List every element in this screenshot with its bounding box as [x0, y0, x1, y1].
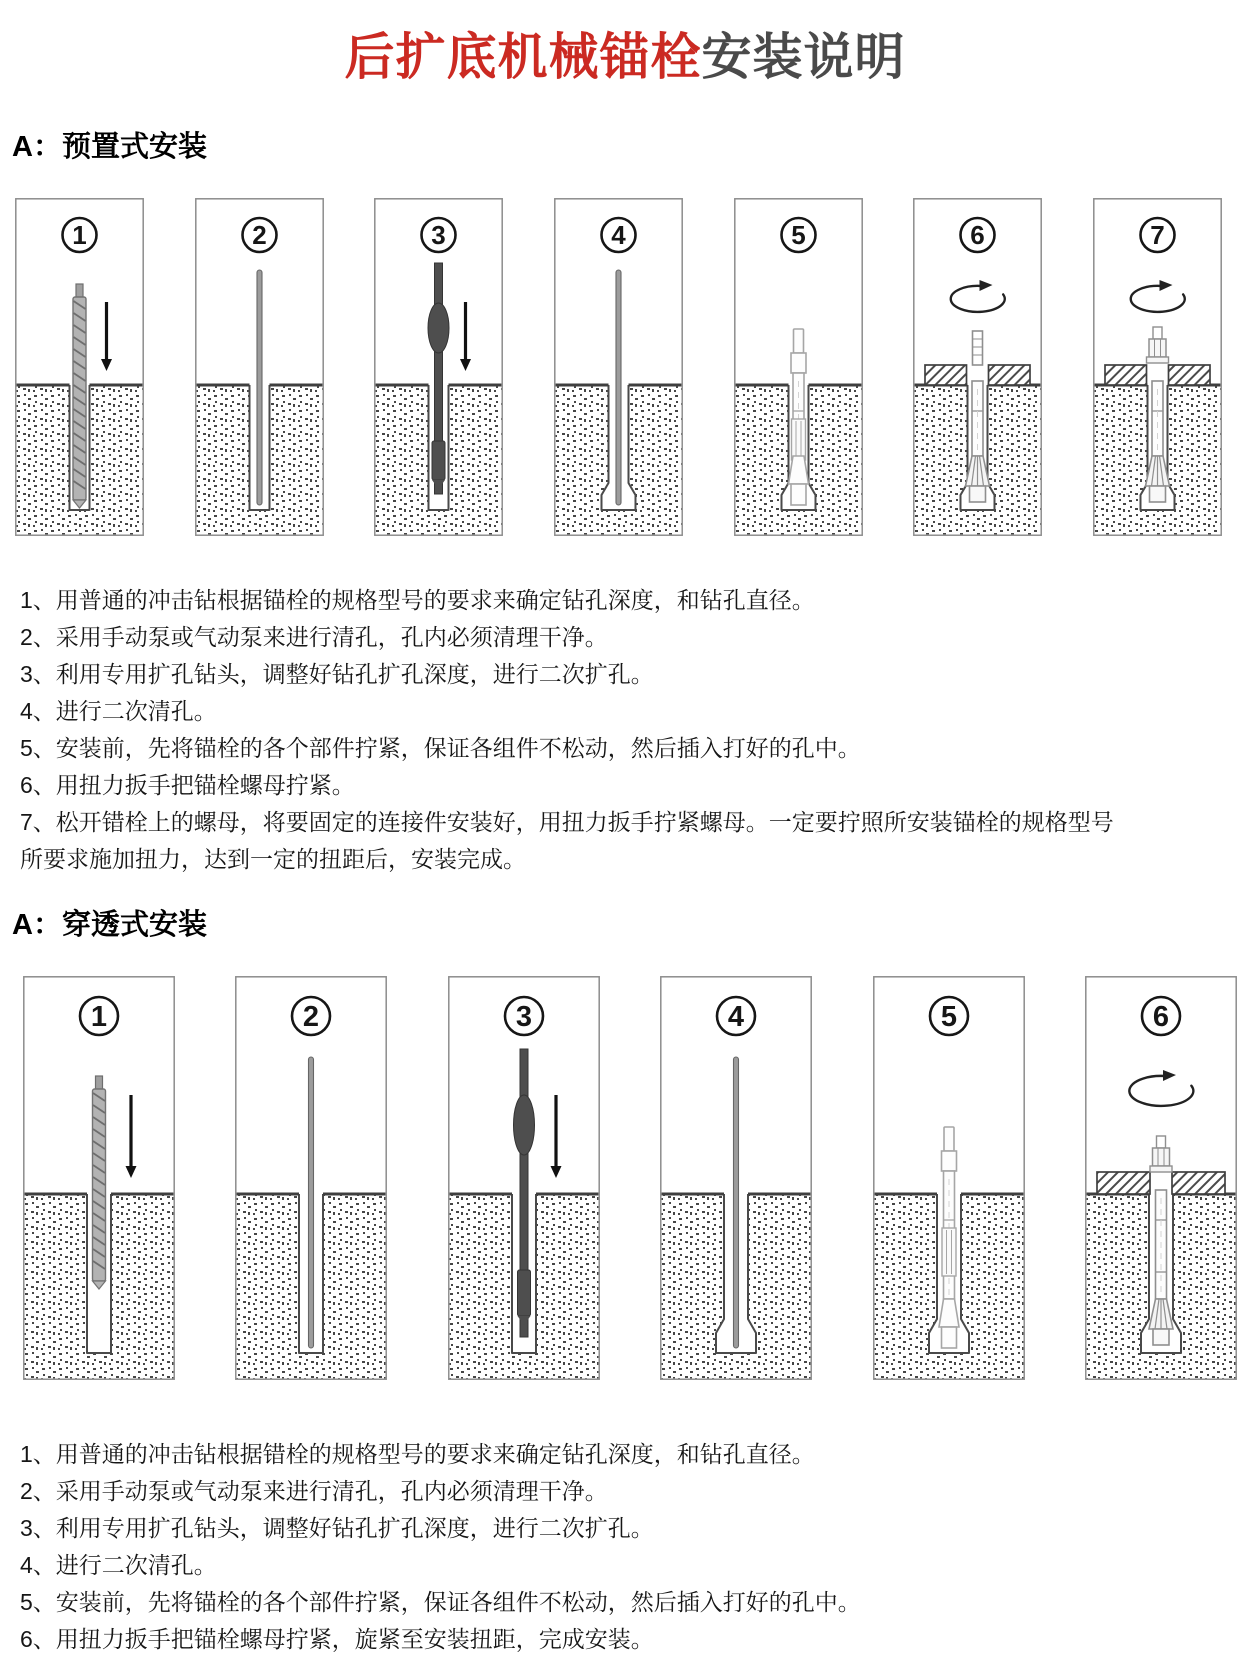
step-panel-2 [195, 198, 324, 536]
section-heading: A：穿透式安装 [12, 909, 207, 941]
anchor-stud [973, 331, 983, 365]
step-3-diagram [448, 976, 600, 1380]
step-7-diagram [1093, 198, 1222, 536]
anchor-foot [939, 1299, 959, 1348]
step-number-badge [292, 997, 330, 1035]
step-number: 5 [940, 1001, 957, 1033]
anchor-shaft [972, 381, 983, 463]
diagram-row [0, 976, 1250, 1380]
diagram-row [0, 198, 1250, 536]
step-2-diagram [235, 976, 387, 1380]
instruction-step: 6、用扭力扳手把锚栓螺母拧紧，旋紧至安装扭距，完成安装。 [20, 1626, 654, 1652]
page-title [0, 0, 1250, 88]
anchor-foot [788, 456, 808, 505]
step-number: 1 [72, 220, 87, 250]
step-number-badge [505, 997, 543, 1035]
step-5-diagram [734, 198, 863, 536]
instruction-step: 2、采用手动泵或气动泵来进行清孔，孔内必须清理干净。 [20, 624, 608, 650]
section-preset-install [0, 130, 1250, 878]
step-number-badge [63, 218, 97, 252]
step-number-badge [781, 218, 815, 252]
step-panel-1 [23, 976, 175, 1380]
step-number-badge [961, 218, 995, 252]
instruction-step: 4、进行二次清孔。 [20, 1552, 217, 1578]
instruction-step: 3、利用专用扩孔钻头，调整好钻孔扩孔深度，进行二次扩孔。 [20, 1515, 654, 1541]
sections-container [0, 130, 1250, 1658]
drill-bit-icon [93, 1076, 106, 1289]
step-number-badge [1142, 997, 1180, 1035]
step-1-diagram [15, 198, 144, 536]
instruction-step: 4、进行二次清孔。 [20, 698, 217, 724]
anchor-bolt-icon [791, 329, 806, 373]
step-1-diagram [23, 976, 175, 1380]
step-panel-4 [554, 198, 683, 536]
instruction-step: 7、松开错栓上的螺母，将要固定的连接件安装好，用扭力扳手拧紧螺母。一定要拧照所安装锚栓的规格型号所要求施加扭力，达到一定的扭距后，安装完成。 [20, 809, 1114, 872]
step-panel-3 [374, 198, 503, 536]
section-through-install [0, 908, 1250, 1658]
instruction-step: 1、用普通的冲击钻根据错栓的规格型号的要求来确定钻孔深度，和钻孔直径。 [20, 1441, 815, 1467]
step-6-diagram [1085, 976, 1237, 1380]
step-number-badge [930, 997, 968, 1035]
step-panel-6 [913, 198, 1042, 536]
step-number-badge [601, 218, 635, 252]
step-panel-2 [235, 976, 387, 1380]
step-number: 5 [790, 220, 806, 250]
instruction-list [0, 1436, 1250, 1658]
step-panel-3 [448, 976, 600, 1380]
step-panel-1 [15, 198, 144, 536]
step-4-diagram [554, 198, 683, 536]
step-number-badge [242, 218, 276, 252]
step-number-badge [80, 997, 118, 1035]
instruction-step: 5、安装前，先将锚栓的各个部件拧紧，保证各组件不松动，然后插入打好的孔中。 [20, 735, 861, 761]
step-number-badge [422, 218, 456, 252]
title-product-name: 后扩底机械锚栓 [344, 29, 702, 85]
step-number-badge [1140, 218, 1174, 252]
step-number-badge [717, 997, 755, 1035]
instruction-step: 5、安装前，先将锚栓的各个部件拧紧，保证各组件不松动，然后插入打好的孔中。 [20, 1589, 861, 1615]
expansion-sleeve [942, 1228, 956, 1276]
step-3-diagram [374, 198, 503, 536]
instruction-step: 6、用扭力扳手把锚栓螺母拧紧。 [20, 772, 355, 798]
step-5-diagram [873, 976, 1025, 1380]
step-number: 7 [1150, 220, 1165, 250]
title-suffix: 安装说明 [701, 29, 906, 85]
instruction-step: 1、用普通的冲击钻根据锚栓的规格型号的要求来确定钻孔深度，和钻孔直径。 [20, 587, 815, 613]
cleaning-rod-icon [734, 1057, 739, 1348]
cleaning-rod-icon [257, 270, 262, 505]
step-number: 6 [970, 220, 986, 250]
section-heading: A：预置式安装 [12, 131, 207, 163]
instruction-step: 3、利用专用扩孔钻头，调整好钻孔扩孔深度，进行二次扩孔。 [20, 661, 654, 687]
step-number: 4 [611, 220, 626, 250]
anchor-shaft [1155, 1190, 1166, 1299]
step-2-diagram [195, 198, 324, 536]
step-4-diagram [660, 976, 812, 1380]
step-panel-7 [1093, 198, 1222, 536]
step-panel-6 [1085, 976, 1237, 1380]
expansion-sleeve [791, 419, 805, 460]
instruction-step: 2、采用手动泵或气动泵来进行清孔，孔内必须清理干净。 [20, 1478, 608, 1504]
step-number: 2 [303, 1001, 320, 1033]
step-panel-5 [873, 976, 1025, 1380]
step-number: 1 [90, 1001, 108, 1033]
anchor-bolt-icon [941, 1127, 956, 1171]
step-number: 2 [251, 220, 267, 250]
anchor-shaft [1152, 381, 1163, 463]
instruction-list [0, 582, 1250, 878]
step-panel-5 [734, 198, 863, 536]
cleaning-rod-icon [309, 1057, 314, 1348]
step-number: 3 [515, 1001, 532, 1033]
cleaning-rod-icon [616, 270, 621, 505]
step-number: 3 [431, 220, 447, 250]
step-panel-4 [660, 976, 812, 1380]
step-6-diagram [913, 198, 1042, 536]
step-number: 4 [728, 1001, 745, 1033]
drill-bit-icon [73, 284, 86, 508]
step-number: 6 [1152, 1001, 1170, 1033]
